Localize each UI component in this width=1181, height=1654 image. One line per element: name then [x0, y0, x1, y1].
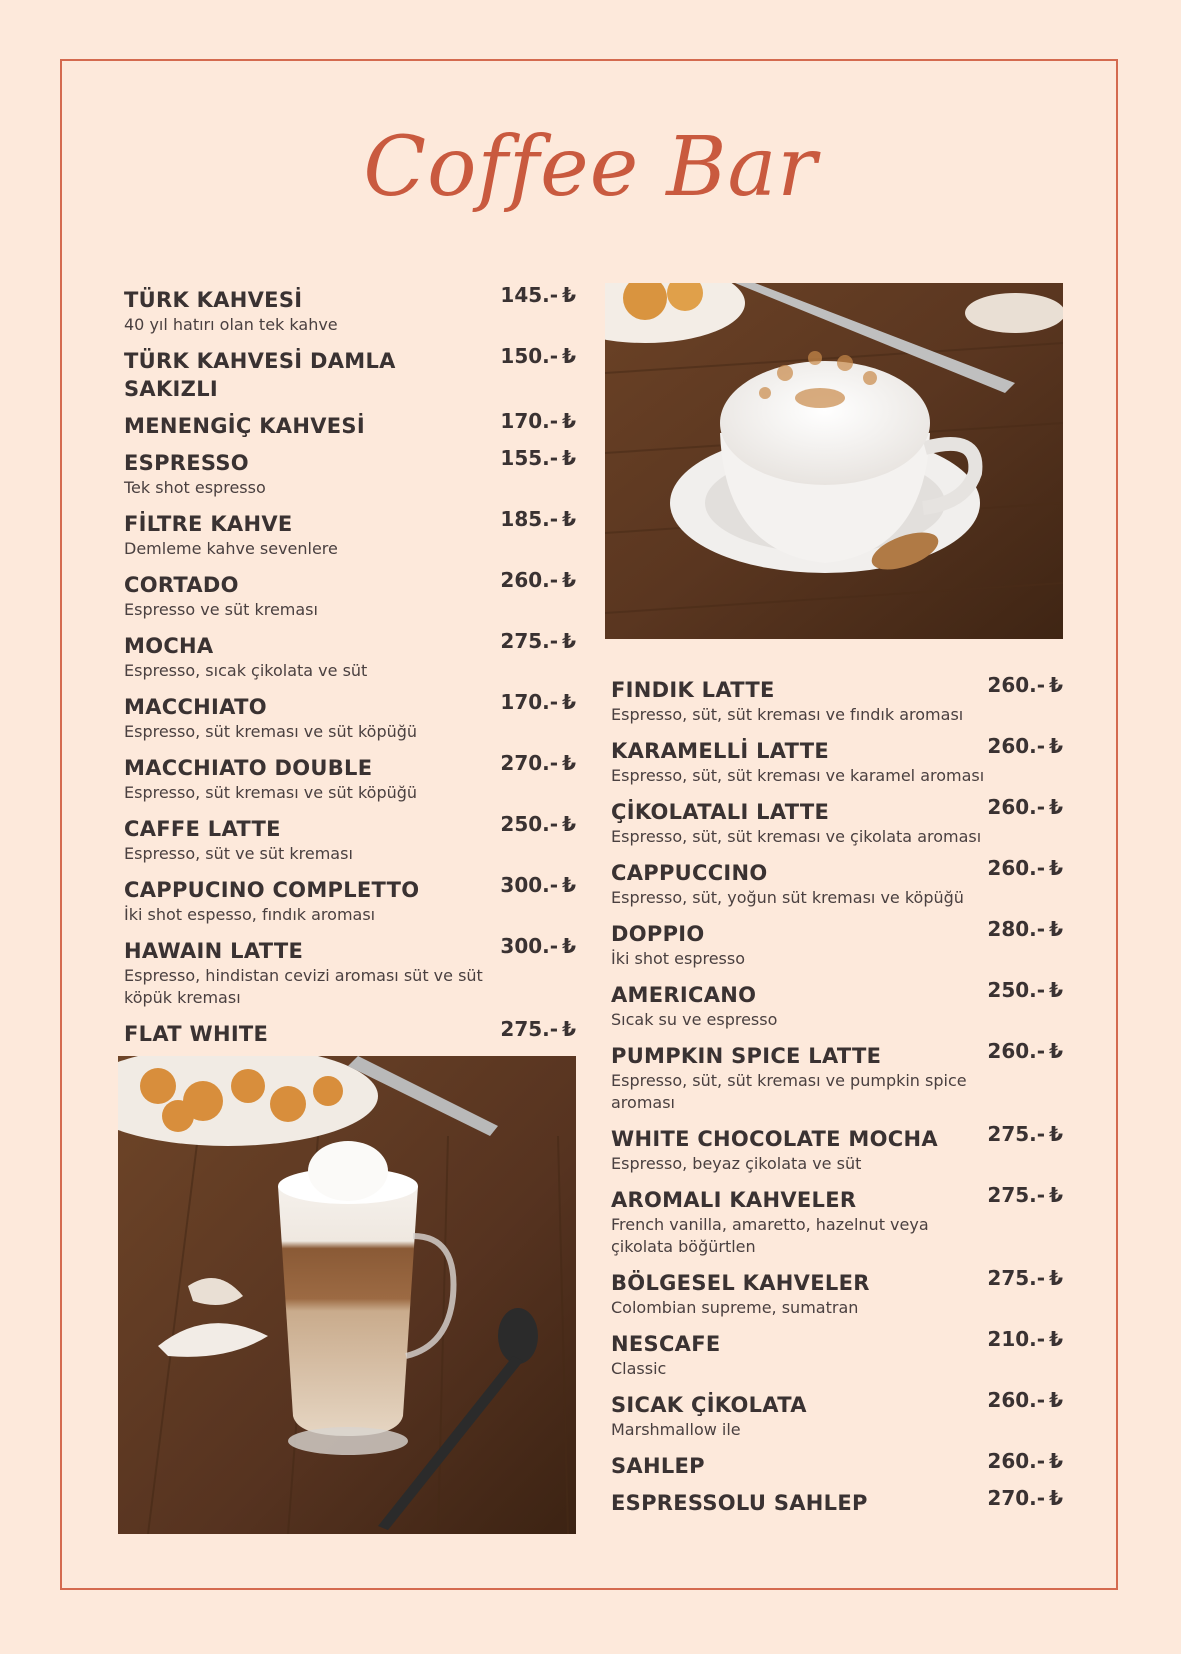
menu-item-caffe-latte	[124, 812, 576, 865]
menu-item-name: FLAT WHITE	[124, 1022, 269, 1046]
menu-item-price: 275.- ₺	[500, 1017, 576, 1041]
menu-item-description: Espresso, süt, süt kreması ve pumpkin spice aroması	[611, 1071, 967, 1112]
menu-item-price: 150.- ₺	[500, 344, 576, 368]
menu-item-name: KARAMELLİ LATTE	[611, 739, 830, 763]
left-menu-column	[124, 283, 576, 1057]
menu-item-name: DOPPIO	[611, 922, 705, 946]
menu-item-name: TÜRK KAHVESİ DAMLA SAKIZLI	[124, 349, 396, 401]
menu-item-bolgesel-kahveler	[611, 1266, 1063, 1319]
menu-item-nescafe	[611, 1327, 1063, 1380]
lira-sign: ₺	[1049, 978, 1063, 1002]
menu-item-description: Espresso ve süt kreması	[124, 600, 318, 619]
menu-item-description: Sıcak su ve espresso	[611, 1010, 778, 1029]
menu-item-name: MENENGİÇ KAHVESİ	[124, 414, 365, 438]
menu-item-aromali-kahveler	[611, 1183, 1063, 1258]
lira-sign: ₺	[1049, 673, 1063, 697]
menu-item-name: MACCHIATO	[124, 695, 267, 719]
menu-item-description: Espresso, süt, süt kreması ve çikolata aroması	[611, 827, 982, 846]
menu-item-cappucino-completto	[124, 873, 576, 926]
menu-item-price: 250.- ₺	[987, 978, 1063, 1002]
menu-item-description: Espresso, süt kreması ve süt köpüğü	[124, 722, 418, 741]
menu-item-description: French vanilla, amaretto, hazelnut veya çikolata böğürtlen	[611, 1215, 929, 1256]
menu-item-sicak-ci-kolata	[611, 1388, 1063, 1441]
lira-sign: ₺	[562, 751, 576, 775]
menu-item-turk-kahvesi-damla-sakizli	[124, 344, 576, 403]
lira-sign: ₺	[562, 568, 576, 592]
menu-item-sahlep	[611, 1449, 1063, 1480]
menu-item-description: Marshmallow ile	[611, 1420, 741, 1439]
lira-sign: ₺	[1049, 1266, 1063, 1290]
menu-item-findik-latte	[611, 673, 1063, 726]
lira-sign: ₺	[562, 409, 576, 433]
lira-sign: ₺	[562, 344, 576, 368]
lira-sign: ₺	[1049, 1039, 1063, 1063]
menu-item-price: 300.- ₺	[500, 873, 576, 897]
menu-item-price: 260.- ₺	[987, 734, 1063, 758]
menu-item-price: 185.- ₺	[500, 507, 576, 531]
menu-item-price: 260.- ₺	[987, 1388, 1063, 1412]
menu-item-price: 260.- ₺	[987, 795, 1063, 819]
menu-item-description: Espresso, sıcak çikolata ve süt	[124, 661, 368, 680]
menu-item-price: 170.- ₺	[500, 690, 576, 714]
menu-item-doppio	[611, 917, 1063, 970]
menu-item-price: 300.- ₺	[500, 934, 576, 958]
menu-item-description: Classic	[611, 1359, 667, 1378]
menu-item-price: 270.- ₺	[987, 1486, 1063, 1510]
lira-sign: ₺	[1049, 856, 1063, 880]
menu-item-mocha	[124, 629, 576, 682]
lira-sign: ₺	[1049, 1449, 1063, 1473]
menu-item-price: 260.- ₺	[987, 1039, 1063, 1063]
lira-sign: ₺	[562, 1017, 576, 1041]
menu-item-description: Espresso, hindistan cevizi aroması süt ve süt köpük kreması	[124, 966, 483, 1007]
menu-item-price: 275.- ₺	[987, 1183, 1063, 1207]
lira-sign: ₺	[1049, 917, 1063, 941]
menu-item-name: NESCAFE	[611, 1332, 721, 1356]
menu-item-description: Demleme kahve sevenlere	[124, 539, 338, 558]
menu-item-fi-ltre-kahve	[124, 507, 576, 560]
menu-item-name: CAPPUCINO COMPLETTO	[124, 878, 420, 902]
menu-item-price: 260.- ₺	[500, 568, 576, 592]
menu-item-hawain-latte	[124, 934, 576, 1009]
menu-item-price: 275.- ₺	[500, 629, 576, 653]
menu-item-name: CAFFE LATTE	[124, 817, 281, 841]
menu-item-name: ESPRESSOLU SAHLEP	[611, 1491, 868, 1515]
lira-sign: ₺	[1049, 734, 1063, 758]
menu-item-turk-kahvesi	[124, 283, 576, 336]
menu-item-macchiato-double	[124, 751, 576, 804]
lira-sign: ₺	[562, 283, 576, 307]
menu-item-price: 250.- ₺	[500, 812, 576, 836]
menu-item-menengi-c-kahvesi	[124, 409, 576, 440]
menu-item-price: 260.- ₺	[987, 856, 1063, 880]
menu-item-espresso	[124, 446, 576, 499]
menu-item-name: FİLTRE KAHVE	[124, 512, 293, 536]
menu-item-name: HAWAIN LATTE	[124, 939, 304, 963]
menu-title: Coffee Bar	[363, 120, 818, 215]
menu-item-name: CORTADO	[124, 573, 239, 597]
menu-item-macchiato	[124, 690, 576, 743]
lira-sign: ₺	[562, 812, 576, 836]
lira-sign: ₺	[562, 446, 576, 470]
menu-item-name: AROMALI KAHVELER	[611, 1188, 857, 1212]
menu-item-price: 275.- ₺	[987, 1122, 1063, 1146]
menu-item-description: Espresso, süt, yoğun süt kreması ve köpüğü	[611, 888, 964, 907]
menu-item-price: 280.- ₺	[987, 917, 1063, 941]
menu-item-description: Tek shot espresso	[124, 478, 266, 497]
menu-item-price: 170.- ₺	[500, 409, 576, 433]
lira-sign: ₺	[1049, 1486, 1063, 1510]
menu-item-name: PUMPKIN SPICE LATTE	[611, 1044, 882, 1068]
menu-item-name: TÜRK KAHVESİ	[124, 288, 303, 312]
menu-item-name: ESPRESSO	[124, 451, 249, 475]
lira-sign: ₺	[562, 873, 576, 897]
menu-item-name: ÇİKOLATALI LATTE	[611, 800, 830, 824]
right-menu-column	[611, 673, 1063, 1526]
lira-sign: ₺	[562, 629, 576, 653]
lira-sign: ₺	[562, 934, 576, 958]
menu-item-karamelli-latte	[611, 734, 1063, 787]
menu-item-price: 155.- ₺	[500, 446, 576, 470]
menu-item-description: Espresso, beyaz çikolata ve süt	[611, 1154, 862, 1173]
menu-item-name: WHITE CHOCOLATE MOCHA	[611, 1127, 938, 1151]
menu-item-ci-kolatali-latte	[611, 795, 1063, 848]
menu-item-price: 270.- ₺	[500, 751, 576, 775]
menu-item-name: MOCHA	[124, 634, 214, 658]
menu-item-cappuccino	[611, 856, 1063, 909]
menu-item-price: 275.- ₺	[987, 1266, 1063, 1290]
menu-item-description: Espresso, süt kreması ve süt köpüğü	[124, 783, 418, 802]
menu-item-description: Espresso, süt, süt kreması ve karamel aroması	[611, 766, 985, 785]
menu-item-espressolu-sahlep	[611, 1486, 1063, 1517]
menu-item-name: FINDIK LATTE	[611, 678, 775, 702]
menu-item-description: İki shot espesso, fındık aroması	[124, 905, 376, 924]
menu-item-price: 210.- ₺	[987, 1327, 1063, 1351]
menu-item-name: SAHLEP	[611, 1454, 705, 1478]
menu-item-price: 260.- ₺	[987, 1449, 1063, 1473]
menu-item-cortado	[124, 568, 576, 621]
menu-item-description: Espresso, süt ve süt kreması	[124, 844, 353, 863]
menu-item-description: Espresso, süt, süt kreması ve fındık aroması	[611, 705, 964, 724]
menu-item-name: AMERICANO	[611, 983, 757, 1007]
lira-sign: ₺	[1049, 1388, 1063, 1412]
menu-item-price: 145.- ₺	[500, 283, 576, 307]
menu-item-description: İki shot espresso	[611, 949, 746, 968]
menu-item-name: CAPPUCCINO	[611, 861, 768, 885]
menu-item-description: 40 yıl hatırı olan tek kahve	[124, 315, 338, 334]
menu-item-white-chocolate-mocha	[611, 1122, 1063, 1175]
menu-item-description: Colombian supreme, sumatran	[611, 1298, 859, 1317]
lira-sign: ₺	[562, 507, 576, 531]
lira-sign: ₺	[1049, 1327, 1063, 1351]
menu-item-americano	[611, 978, 1063, 1031]
menu-item-name: MACCHIATO DOUBLE	[124, 756, 373, 780]
menu-item-name: SICAK ÇİKOLATA	[611, 1393, 807, 1417]
menu-item-price: 260.- ₺	[987, 673, 1063, 697]
lira-sign: ₺	[1049, 795, 1063, 819]
latte-macchiato-photo	[118, 1056, 576, 1534]
lira-sign: ₺	[562, 690, 576, 714]
menu-item-name: BÖLGESEL KAHVELER	[611, 1271, 870, 1295]
menu-item-pumpkin-spice-latte	[611, 1039, 1063, 1114]
menu-item-flat-white	[124, 1017, 576, 1048]
lira-sign: ₺	[1049, 1183, 1063, 1207]
cappuccino-photo	[605, 283, 1063, 639]
lira-sign: ₺	[1049, 1122, 1063, 1146]
